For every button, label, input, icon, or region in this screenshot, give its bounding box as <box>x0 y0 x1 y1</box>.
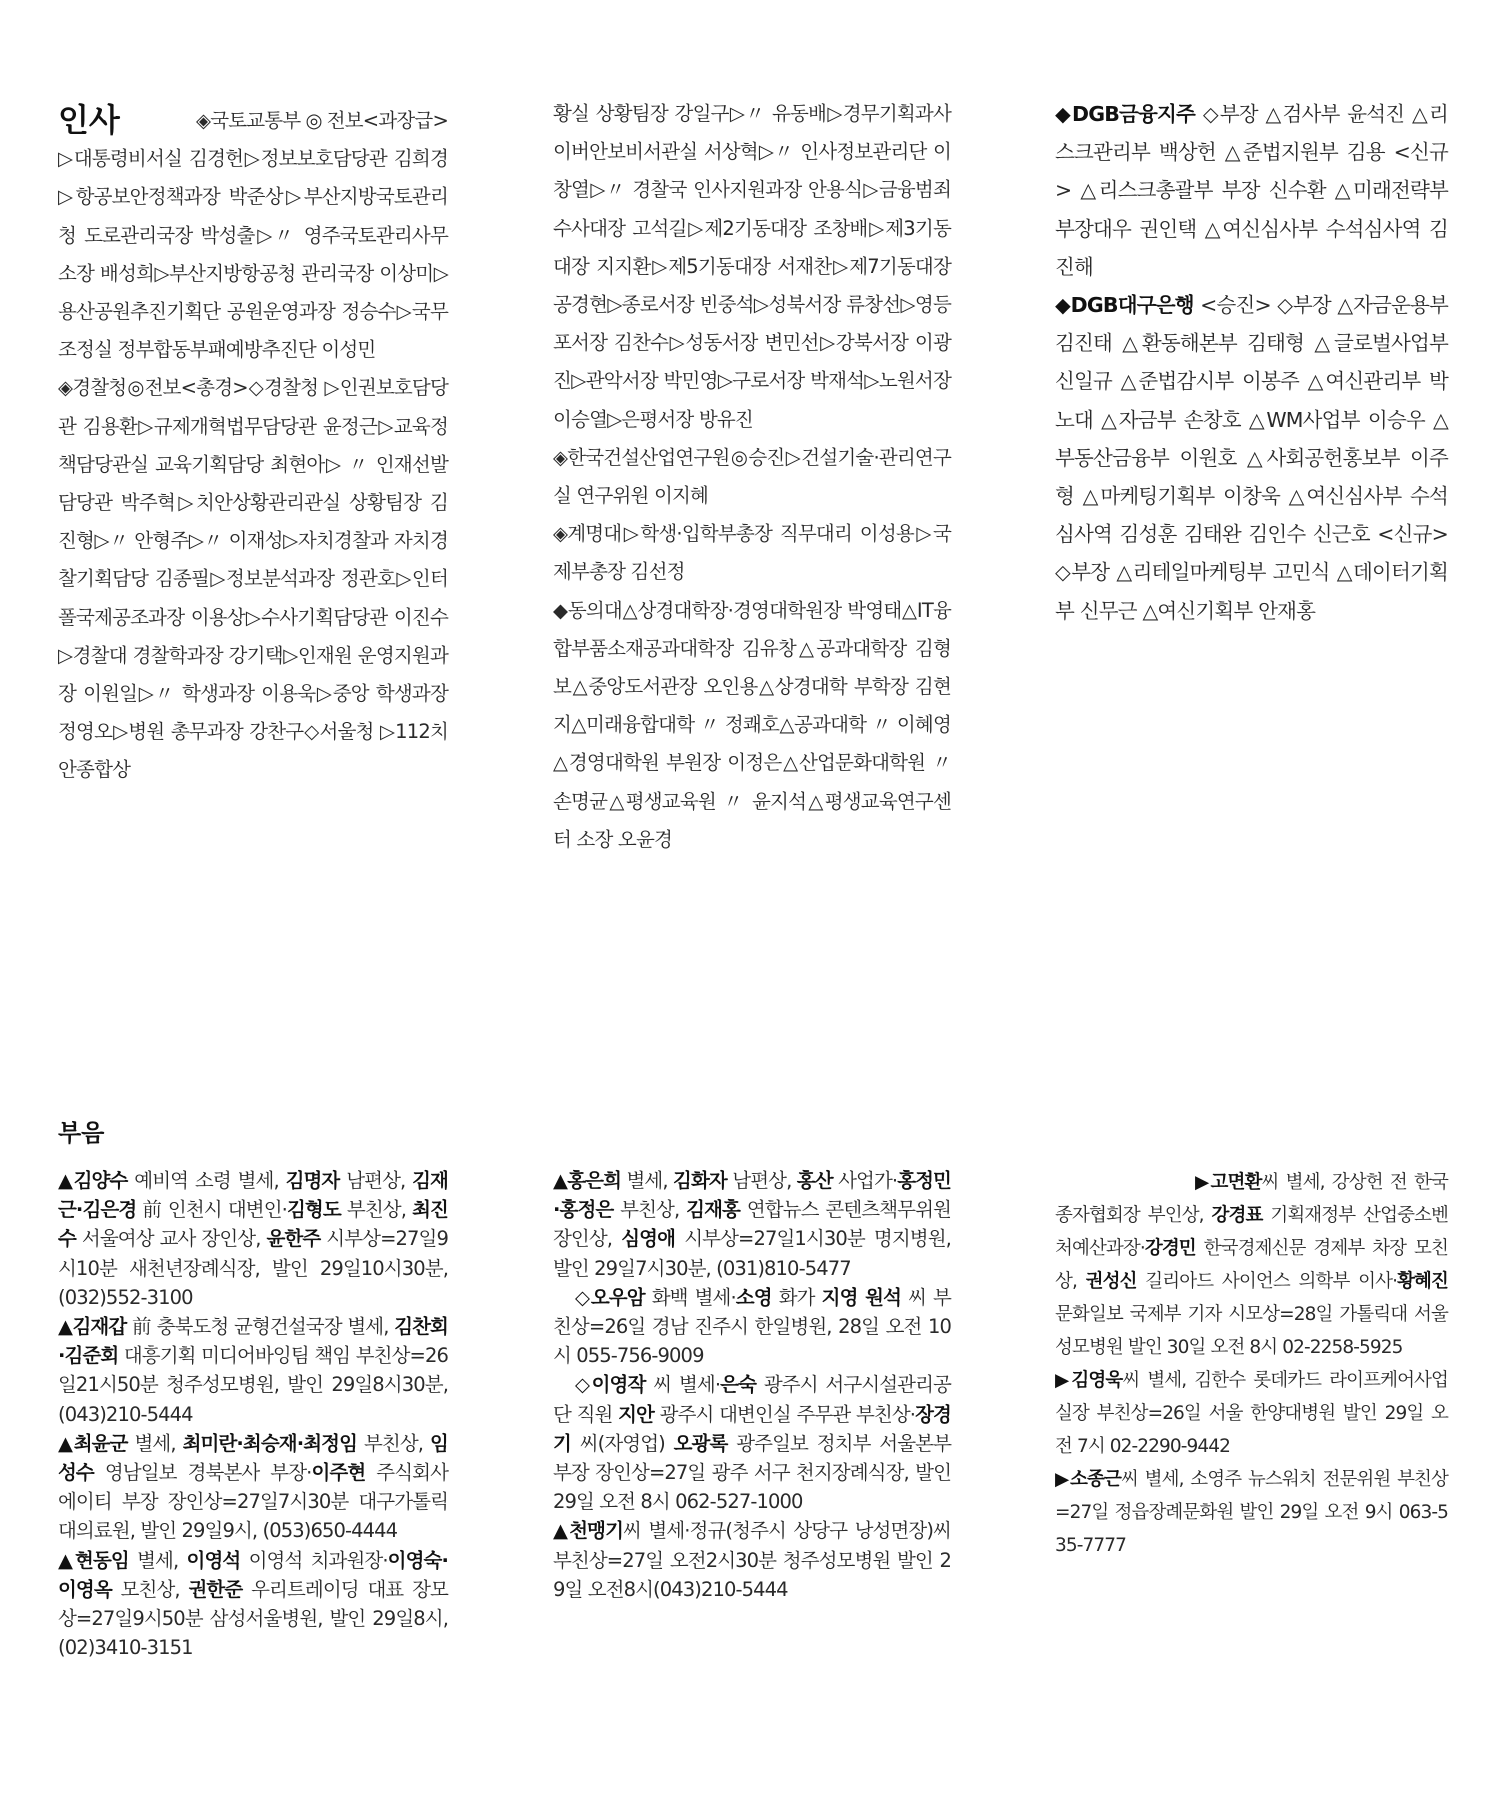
section-title-obituaries: 부음 <box>58 1119 105 1147</box>
obituaries-column-3 <box>1055 1166 1448 1562</box>
person-name: 강경표 <box>1211 1205 1263 1226</box>
dgb-bank-title: ◆DGB대구은행 <box>1055 293 1194 318</box>
person-name: 이주현 <box>311 1461 366 1485</box>
obituary-entry <box>553 1283 951 1371</box>
person-name: 이영숙·이영옥 <box>58 1548 448 1601</box>
obituary-detail: 부친상, <box>613 1198 687 1222</box>
obituary-detail: 남편상, <box>726 1169 797 1192</box>
person-name: 권성신 <box>1085 1271 1137 1292</box>
appointments-column-2 <box>553 95 951 859</box>
obituary-detail: 씨 부친상=26일 경남 진주시 한일병원, 28일 오전 10시 055-756-9009 <box>553 1285 951 1368</box>
obituary-detail: 예비역 소령 별세, <box>127 1169 286 1192</box>
dgb-bank-text: <승진> ◇부장 △자금운용부 김진태 △환동해본부 김태형 △글로벌사업부 신일규 △준법감시부 이봉주 △여신관리부 박노대 △자금부 손창호 △WM사업부 이승우 △부동산금융부 이원호 △사회공헌홍보부 이주형 △마케팅기획부 이창욱 △여신심사부 수석심사역 김성훈 김태완 김인수 신근호 <신규> ◇부장 △리테일마케팅부 고민식 △데이터기획부 신무근 △여신기획부 안재홍 <box>1055 293 1448 623</box>
person-name: 김재홍 <box>686 1198 740 1222</box>
obituary-detail: 서울여상 교사 장인상, <box>75 1227 267 1251</box>
dgb-financial-entry <box>1055 95 1448 286</box>
obituary-detail: 광주시 대변인실 주무관 부친상· <box>654 1402 916 1426</box>
person-name: 김화자 <box>673 1169 727 1192</box>
obituary-entry <box>1055 1463 1448 1562</box>
person-name: 홍산 <box>796 1169 833 1192</box>
obituary-entry <box>58 1429 448 1546</box>
person-name: 이영석 <box>186 1548 241 1572</box>
obituary-detail: 연합뉴스 콘텐츠책무위원 장인상, <box>553 1198 951 1251</box>
person-name: 김찬회·김준회 <box>58 1315 448 1368</box>
obituary-entry <box>553 1166 951 1283</box>
obituary-detail: 부친상, <box>357 1431 431 1455</box>
obituaries-column-2 <box>553 1166 951 1604</box>
appointments-col1-text: ◈국토교통부◎전보<과장급>▷대통령비서실 김경헌▷정보보호담당관 김희경▷항공보안정책과장 박준상▷부산지방국토관리청 도로관리국장 박성출▷〃 영주국토관리사무소장 배성희▷부산지방항공청 관리국장 이상미▷용산공원추진기획단 공원운영과장 정승수▷국무조정실 정부합동부패예방추진단 이성민 ◈경찰청◎전보<총경>◇경찰청 ▷인권보호담당관 김용환▷규제개혁법무담당관 윤정근▷교육정책담당관실 교육기획담당 최현아▷ 〃 인재선발담당관 박주혁▷치안상황관리관실 상황팀장 김진형▷〃 안형주▷〃 이재성▷자치경찰과 자치경찰기획담당 김종필▷정보분석과장 정관호▷인터폴국제공조과장 이용상▷수사기획담당관 이진수▷경찰대 경찰학과장 강기택▷인재원 운영지원과장 이원일▷〃 학생과장 이용욱▷중앙 학생과장 정영오▷병원 총무과장 강찬구◇서울청 ▷112치안종합상 <box>58 109 448 782</box>
dgb-financial-title: ◆DGB금융지주 <box>1055 102 1196 126</box>
person-name: ▶소종근 <box>1055 1469 1121 1490</box>
person-name: ◇이영작 <box>575 1373 646 1397</box>
person-name: 김재근·김은경 <box>58 1169 448 1222</box>
section-title-appointments: 인사 <box>58 101 120 139</box>
obituary-detail: 씨 별세, 김한수 롯데카드 라이프케어사업실장 부친상=26일 서울 한양대병원 발인 29일 오전 7시 02-2290-9442 <box>1055 1370 1448 1457</box>
obituary-detail: 씨 별세, 강상헌 전 한국종자협회장 부인상, <box>1055 1172 1448 1226</box>
obituary-entry <box>58 1166 448 1312</box>
obituary-detail: 주식회사 에이티 부장 장인상=27일7시30분 대구가톨릭대의료원, 발인 29일9시, (053)650-4444 <box>58 1461 448 1543</box>
obituary-detail: 화가 <box>771 1285 822 1309</box>
dgb-bank-entry <box>1055 286 1448 630</box>
person-name: 오광록 <box>673 1431 728 1455</box>
obituary-detail: 별세, <box>127 1431 183 1455</box>
person-name: 최진수 <box>58 1198 448 1251</box>
obituary-detail: 한국경제신문 경제부 차장 모친상, <box>1055 1238 1448 1292</box>
obituary-detail: 길리아드 사이언스 의학부 이사· <box>1136 1271 1398 1292</box>
person-name: 심영애 <box>621 1227 676 1251</box>
obituary-detail: 모친상, <box>111 1577 189 1601</box>
obituary-detail: 별세, <box>621 1169 674 1192</box>
appointments-column-1 <box>58 102 448 790</box>
person-name: 은숙 <box>720 1373 757 1397</box>
person-name: ▲김재갑 <box>58 1315 127 1339</box>
obituary-detail: 부친상, <box>340 1198 413 1222</box>
obituary-detail: 시부상=27일9시10분 새천년장례식장, 발인 29일10시30분, (032)552-3100 <box>58 1227 448 1309</box>
person-name: ▶고면환 <box>1195 1172 1262 1193</box>
obituary-detail: 씨 별세·정규(청주시 상당구 낭성면장)씨 부친상=27일 오전2시30분 청주성모병원 발인 29일 오전8시(043)210-5444 <box>553 1519 951 1601</box>
person-name: ◇오우암 <box>575 1285 645 1309</box>
obituary-detail: 남편상, <box>339 1169 413 1192</box>
obituary-entry <box>58 1312 448 1429</box>
obituary-detail: 광주일보 정치부 서울본부 부장 장인상=27일 광주 서구 천지장례식장, 발인 29일 오전 8시 062-527-1000 <box>553 1431 952 1514</box>
obituary-detail: 사업가· <box>832 1169 898 1192</box>
person-name: ▲홍은희 <box>553 1169 622 1192</box>
person-name: 김명자 <box>285 1169 340 1192</box>
dgb-financial-text: ◇부장 △검사부 윤석진 △리스크관리부 백상헌 △준법지원부 김용 <신규> △리스크총괄부 부장 신수환 △미래전략부 부장대우 권인택 △여신심사부 수석심사역 김진해 <box>1055 102 1449 279</box>
title-spacer <box>58 107 196 127</box>
obituary-detail: 우리트레이딩 대표 장모상=27일9시50분 삼성서울병원, 발인 29일8시, (02)3410-3151 <box>58 1577 448 1660</box>
obituary-detail: 별세, <box>128 1548 187 1572</box>
obituary-entry <box>58 1546 448 1663</box>
obituary-detail: 前 충북도청 균형건설국장 별세, <box>126 1315 395 1339</box>
person-name: 홍정민·홍정은 <box>553 1169 951 1222</box>
person-name: ▶김영욱 <box>1055 1370 1123 1391</box>
person-name: ▲현동임 <box>58 1548 129 1572</box>
person-name: ▲김양수 <box>58 1169 128 1192</box>
person-name: ▲천맹기 <box>553 1519 624 1543</box>
appointments-col2-text: 황실 상황팀장 강일구▷〃 유동배▷경무기획과사이버안보비서관실 서상혁▷〃 인사정보관리단 이창열▷〃 경찰국 인사지원과장 안용식▷금융범죄수사대장 고석길▷제2기동대장 조창배▷제3기동대장 지지환▷제5기동대장 서재찬▷제7기동대장 공경현▷종로서장 빈중석▷성북서장 류창선▷영등포서장 김찬수▷성동서장 변민선▷강북서장 이광진▷관악서장 박민영▷구로서장 박재석▷노원서장 이승열▷은평서장 방유진 ◈한국건설산업연구원◎승진▷건설기술·관리연구실 연구위원 이지혜 ◈계명대▷학생·입학부총장 직무대리 이성용▷국제부총장 김선정 ◆동의대△상경대학장·경영대학원장 박영태△IT융합부품소재공과대학장 김유창△공과대학장 김형보△중앙도서관장 오인용△상경대학 부학장 김현지△미래융합대학 〃 정쾌호△공과대학 〃 이혜영△경영대학원 부원장 이정은△산업문화대학원 〃 손명균△평생교육원 〃 윤지석△평생교육연구센터 소장 오윤경 <box>553 102 951 851</box>
obituary-detail: 씨 별세, 소영주 뉴스워치 전문위원 부친상=27일 정읍장례문화원 발인 29일 오전 9시 063-535-7777 <box>1055 1469 1448 1556</box>
person-name: 김형도 <box>286 1198 341 1222</box>
obituary-detail: 시부상=27일1시30분 명지병원, 발인 29일7시30분, (031)810-5477 <box>553 1227 951 1280</box>
obituary-detail: 문화일보 국제부 기자 시모상=28일 가톨릭대 서울성모병원 발인 30일 오전 8시 02-2258-5925 <box>1055 1304 1448 1358</box>
person-name: 장경기 <box>553 1402 951 1455</box>
obituary-detail: 씨 별세· <box>645 1373 721 1397</box>
person-name: 소영 <box>735 1285 772 1309</box>
obituary-detail: 기획재정부 산업중소벤처예산과장· <box>1055 1205 1448 1259</box>
obituary-detail: 영남일보 경북본사 부장· <box>93 1461 312 1485</box>
obituary-detail: 화백 별세· <box>644 1285 736 1309</box>
obituary-entry <box>553 1516 951 1604</box>
appointments-column-3 <box>1055 95 1448 630</box>
person-name: ▲최윤군 <box>58 1431 128 1455</box>
obituary-entry <box>553 1370 951 1516</box>
obituary-detail: 광주시 서구시설관리공단 직원 <box>553 1373 951 1426</box>
person-name: 황혜진 <box>1397 1271 1448 1292</box>
obituary-entry <box>1055 1166 1448 1364</box>
person-name: 지영 원석 <box>821 1285 902 1309</box>
person-name: 권한준 <box>188 1577 243 1601</box>
obituary-detail: 前 인천시 대변인· <box>136 1198 287 1222</box>
obituary-detail: 대흥기획 미디어바잉팀 책임 부친상=26일21시50분 청주성모병원, 발인 29일8시30분, (043)210-5444 <box>58 1344 448 1426</box>
obituary-detail: 이영석 치과원장· <box>240 1548 388 1572</box>
person-name: 지안 <box>618 1402 654 1426</box>
person-name: 윤한주 <box>266 1227 321 1251</box>
obituary-entry <box>1055 1364 1448 1463</box>
person-name: 임성수 <box>58 1431 448 1485</box>
obituary-detail: 씨(자영업) <box>570 1431 674 1455</box>
person-name: 강경민 <box>1144 1238 1196 1259</box>
obituaries-column-1 <box>58 1166 448 1662</box>
person-name: 최미란·최승재·최정임 <box>182 1431 358 1455</box>
